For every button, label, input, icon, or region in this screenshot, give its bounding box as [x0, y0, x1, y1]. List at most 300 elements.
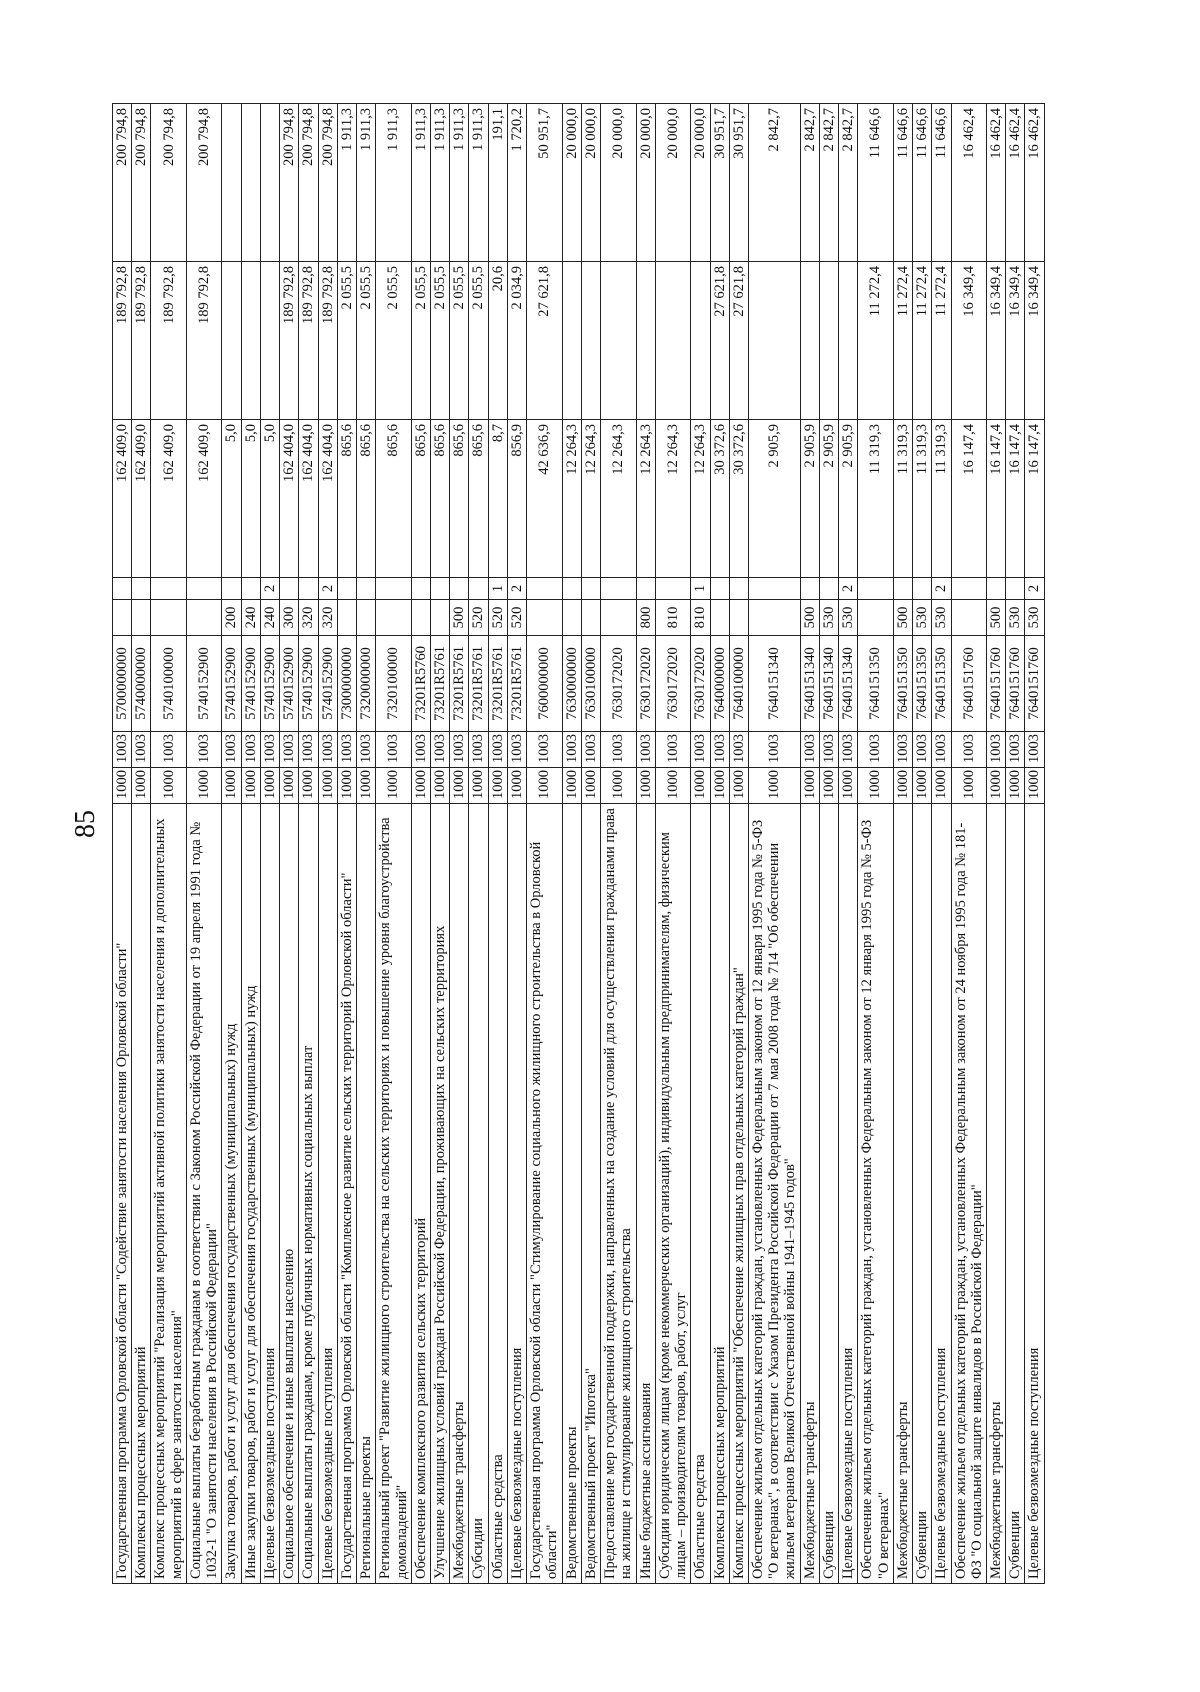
expense-type-cell	[748, 600, 800, 636]
section-code-cell: 1000	[710, 768, 729, 804]
source-code-cell	[222, 578, 241, 600]
subsection-code-cell: 1003	[748, 732, 800, 768]
target-article-cell: 7640151760	[1006, 636, 1025, 732]
expense-type-cell: 500	[987, 600, 1006, 636]
amount-year1-cell: 162 409,0	[113, 420, 132, 578]
table-row	[710, 104, 729, 1584]
table-row	[450, 104, 469, 1584]
target-article-cell: 5740000000	[132, 636, 151, 732]
target-article-cell: 73201R5760	[411, 636, 430, 732]
subsection-code-cell: 1003	[260, 732, 279, 768]
amount-year3-cell: 30 951,7	[729, 104, 748, 262]
expense-type-cell	[581, 600, 600, 636]
subsection-code-cell: 1003	[299, 732, 318, 768]
amount-year1-cell: 865,6	[376, 420, 411, 578]
row-name-cell: Субвенции	[819, 804, 838, 1584]
amount-year2-cell: 189 792,8	[186, 262, 221, 420]
target-article-cell: 7630172020	[601, 636, 636, 732]
section-code-cell: 1000	[1025, 768, 1044, 804]
section-code-cell: 1000	[186, 768, 221, 804]
amount-year3-cell: 200 794,8	[151, 104, 186, 262]
amount-year1-cell: 30 372,6	[729, 420, 748, 578]
row-name-cell: Областные средства	[691, 804, 710, 1584]
amount-year2-cell	[655, 262, 690, 420]
amount-year3-cell: 11 646,6	[858, 104, 893, 262]
source-code-cell	[299, 578, 318, 600]
table-row	[819, 104, 838, 1584]
table-row	[186, 104, 221, 1584]
row-name-cell: Государственная программа Орловской области "Содействие занятости населения Орловской области"	[113, 804, 132, 1584]
source-code-cell	[729, 578, 748, 600]
amount-year3-cell: 2 842,7	[819, 104, 838, 262]
table-row	[299, 104, 318, 1584]
target-article-cell: 7630100000	[581, 636, 600, 732]
section-code-cell: 1000	[636, 768, 655, 804]
section-code-cell: 1000	[507, 768, 526, 804]
amount-year3-cell: 1 911,3	[337, 104, 356, 262]
target-article-cell: 7630172020	[636, 636, 655, 732]
source-code-cell	[819, 578, 838, 600]
amount-year3-cell: 1 911,3	[357, 104, 376, 262]
expense-type-cell: 240	[260, 600, 279, 636]
table-row	[469, 104, 488, 1584]
amount-year3-cell: 16 462,4	[987, 104, 1006, 262]
amount-year1-cell: 16 147,4	[1006, 420, 1025, 578]
subsection-code-cell: 1003	[280, 732, 299, 768]
amount-year3-cell: 20 000,0	[655, 104, 690, 262]
section-code-cell: 1000	[113, 768, 132, 804]
subsection-code-cell: 1003	[241, 732, 260, 768]
amount-year3-cell: 200 794,8	[132, 104, 151, 262]
row-name-cell: Государственная программа Орловской области "Стимулирование социального жилищного строительства в Орловской области"	[527, 804, 562, 1584]
source-code-cell: 2	[1025, 578, 1044, 600]
subsection-code-cell: 1003	[800, 732, 819, 768]
subsection-code-cell: 1003	[729, 732, 748, 768]
source-code-cell	[337, 578, 356, 600]
amount-year2-cell: 189 792,8	[280, 262, 299, 420]
source-code-cell: 2	[318, 578, 337, 600]
table-row	[932, 104, 951, 1584]
section-code-cell: 1000	[132, 768, 151, 804]
expense-type-cell	[710, 600, 729, 636]
table-row	[260, 104, 279, 1584]
amount-year3-cell: 11 646,6	[932, 104, 951, 262]
source-code-cell	[748, 578, 800, 600]
amount-year1-cell: 162 409,0	[151, 420, 186, 578]
subsection-code-cell: 1003	[581, 732, 600, 768]
table-row	[691, 104, 710, 1584]
amount-year1-cell: 5,0	[222, 420, 241, 578]
amount-year2-cell: 27 621,8	[527, 262, 562, 420]
subsection-code-cell: 1003	[655, 732, 690, 768]
table-row	[222, 104, 241, 1584]
target-article-cell: 5740152900	[260, 636, 279, 732]
expense-type-cell	[186, 600, 221, 636]
amount-year3-cell: 20 000,0	[562, 104, 581, 262]
source-code-cell	[241, 578, 260, 600]
table-row	[562, 104, 581, 1584]
amount-year2-cell: 16 349,4	[951, 262, 986, 420]
expense-type-cell	[151, 600, 186, 636]
amount-year2-cell: 2 055,5	[430, 262, 449, 420]
expense-type-cell: 200	[222, 600, 241, 636]
expense-type-cell	[357, 600, 376, 636]
section-code-cell: 1000	[987, 768, 1006, 804]
target-article-cell: 7300000000	[337, 636, 356, 732]
target-article-cell: 73201R5761	[450, 636, 469, 732]
subsection-code-cell: 1003	[691, 732, 710, 768]
expense-type-cell: 520	[507, 600, 526, 636]
section-code-cell: 1000	[450, 768, 469, 804]
subsection-code-cell: 1003	[819, 732, 838, 768]
target-article-cell: 7600000000	[527, 636, 562, 732]
section-code-cell: 1000	[601, 768, 636, 804]
section-code-cell: 1000	[280, 768, 299, 804]
amount-year2-cell: 27 621,8	[710, 262, 729, 420]
row-name-cell: Обеспечение жильем отдельных категорий граждан, установленных Федеральным законом от 12 января 1995 года № 5-ФЗ "О ветеранах"	[858, 804, 893, 1584]
expense-type-cell: 320	[299, 600, 318, 636]
row-name-cell: Региональный проект "Развитие жилищного строительства на сельских территориях и повышение уровня благоустройства домовладений"	[376, 804, 411, 1584]
amount-year3-cell: 20 000,0	[601, 104, 636, 262]
amount-year1-cell: 12 264,3	[655, 420, 690, 578]
amount-year3-cell: 2 842,7	[748, 104, 800, 262]
subsection-code-cell: 1003	[318, 732, 337, 768]
table-row	[430, 104, 449, 1584]
expense-type-cell: 520	[488, 600, 507, 636]
subsection-code-cell: 1003	[913, 732, 932, 768]
row-name-cell: Закупка товаров, работ и услуг для обеспечения государственных (муниципальных) нужд	[222, 804, 241, 1584]
source-code-cell	[357, 578, 376, 600]
amount-year3-cell: 16 462,4	[1006, 104, 1025, 262]
subsection-code-cell: 1003	[430, 732, 449, 768]
amount-year1-cell: 865,6	[337, 420, 356, 578]
amount-year1-cell: 2 905,9	[800, 420, 819, 578]
amount-year2-cell: 16 349,4	[1006, 262, 1025, 420]
amount-year3-cell: 200 794,8	[113, 104, 132, 262]
expense-type-cell: 530	[1025, 600, 1044, 636]
table-row	[318, 104, 337, 1584]
amount-year1-cell: 5,0	[241, 420, 260, 578]
expense-type-cell: 810	[655, 600, 690, 636]
row-name-cell: Целевые безвозмездные поступления	[260, 804, 279, 1584]
target-article-cell: 5740152900	[280, 636, 299, 732]
expense-type-cell: 300	[280, 600, 299, 636]
source-code-cell: 1	[488, 578, 507, 600]
expense-type-cell	[601, 600, 636, 636]
amount-year1-cell: 12 264,3	[601, 420, 636, 578]
table-row	[357, 104, 376, 1584]
amount-year3-cell: 1 911,3	[376, 104, 411, 262]
expense-type-cell	[527, 600, 562, 636]
row-name-cell: Межбюджетные трансферты	[893, 804, 912, 1584]
expense-type-cell	[113, 600, 132, 636]
subsection-code-cell: 1003	[527, 732, 562, 768]
target-article-cell: 7630172020	[655, 636, 690, 732]
section-code-cell: 1000	[932, 768, 951, 804]
expense-type-cell: 530	[913, 600, 932, 636]
table-row	[411, 104, 430, 1584]
expense-type-cell: 500	[450, 600, 469, 636]
expense-type-cell: 500	[893, 600, 912, 636]
subsection-code-cell: 1003	[186, 732, 221, 768]
amount-year1-cell: 11 319,3	[858, 420, 893, 578]
subsection-code-cell: 1003	[450, 732, 469, 768]
amount-year1-cell: 162 404,0	[280, 420, 299, 578]
source-code-cell	[655, 578, 690, 600]
amount-year2-cell: 2 055,5	[450, 262, 469, 420]
source-code-cell	[151, 578, 186, 600]
subsection-code-cell: 1003	[357, 732, 376, 768]
amount-year2-cell: 2 034,9	[507, 262, 526, 420]
row-name-cell: Обеспечение жильем отдельных категорий граждан, установленных Федеральным законом от 12 января 1995 года № 5-ФЗ "О ветеранах", в соответствии с Указом Президента Российской Федерации от 7 мая 2008 года № 714 "Об обеспечении жильем ветеранов Великой Отечественной войны 1941–1945 годов"	[748, 804, 800, 1584]
row-name-cell: Целевые безвозмездные поступления	[1025, 804, 1044, 1584]
amount-year1-cell: 12 264,3	[636, 420, 655, 578]
target-article-cell: 7320000000	[357, 636, 376, 732]
row-name-cell: Субсидии юридическим лицам (кроме некоммерческих организаций), индивидуальным предпринимателям, физическим лицам – производителям товаров, работ, услуг	[655, 804, 690, 1584]
target-article-cell: 7640151760	[1025, 636, 1044, 732]
source-code-cell	[376, 578, 411, 600]
table-row	[241, 104, 260, 1584]
section-code-cell: 1000	[357, 768, 376, 804]
expense-type-cell	[951, 600, 986, 636]
expense-type-cell: 530	[819, 600, 838, 636]
section-code-cell: 1000	[748, 768, 800, 804]
row-name-cell: Субвенции	[913, 804, 932, 1584]
table-row	[1006, 104, 1025, 1584]
amount-year1-cell: 865,6	[411, 420, 430, 578]
source-code-cell: 2	[507, 578, 526, 600]
target-article-cell: 7640151760	[987, 636, 1006, 732]
amount-year1-cell: 11 319,3	[913, 420, 932, 578]
row-name-cell: Субвенции	[1006, 804, 1025, 1584]
source-code-cell	[1006, 578, 1025, 600]
rotated-table-wrapper	[112, 104, 1045, 1584]
table-row	[655, 104, 690, 1584]
table-row	[951, 104, 986, 1584]
section-code-cell: 1000	[581, 768, 600, 804]
source-code-cell	[469, 578, 488, 600]
expense-type-cell	[411, 600, 430, 636]
amount-year3-cell: 1 911,3	[469, 104, 488, 262]
amount-year2-cell	[241, 262, 260, 420]
amount-year1-cell: 11 319,3	[893, 420, 912, 578]
amount-year2-cell: 16 349,4	[1025, 262, 1044, 420]
source-code-cell	[987, 578, 1006, 600]
amount-year3-cell: 11 646,6	[893, 104, 912, 262]
table-row	[527, 104, 562, 1584]
target-article-cell: 5740100000	[151, 636, 186, 732]
amount-year1-cell: 162 409,0	[186, 420, 221, 578]
source-code-cell	[527, 578, 562, 600]
section-code-cell: 1000	[222, 768, 241, 804]
source-code-cell: 2	[932, 578, 951, 600]
target-article-cell: 7630172020	[691, 636, 710, 732]
target-article-cell: 7640151340	[839, 636, 858, 732]
source-code-cell	[710, 578, 729, 600]
amount-year2-cell: 189 792,8	[151, 262, 186, 420]
row-name-cell: Комплекс процессных мероприятий "Обеспечение жилищных прав отдельных категорий граждан"	[729, 804, 748, 1584]
subsection-code-cell: 1003	[469, 732, 488, 768]
amount-year3-cell	[260, 104, 279, 262]
target-article-cell: 7640100000	[729, 636, 748, 732]
amount-year2-cell	[800, 262, 819, 420]
amount-year3-cell: 1 911,3	[450, 104, 469, 262]
amount-year2-cell	[260, 262, 279, 420]
amount-year1-cell: 12 264,3	[562, 420, 581, 578]
section-code-cell: 1000	[1006, 768, 1025, 804]
expense-type-cell	[562, 600, 581, 636]
section-code-cell: 1000	[893, 768, 912, 804]
amount-year1-cell: 865,6	[357, 420, 376, 578]
target-article-cell: 7640151760	[951, 636, 986, 732]
section-code-cell: 1000	[839, 768, 858, 804]
amount-year1-cell: 11 319,3	[932, 420, 951, 578]
amount-year3-cell	[241, 104, 260, 262]
subsection-code-cell: 1003	[507, 732, 526, 768]
expense-type-cell	[132, 600, 151, 636]
source-code-cell	[951, 578, 986, 600]
amount-year1-cell: 865,6	[469, 420, 488, 578]
target-article-cell: 7320100000	[376, 636, 411, 732]
amount-year2-cell	[581, 262, 600, 420]
subsection-code-cell: 1003	[932, 732, 951, 768]
row-name-cell: Целевые безвозмездные поступления	[932, 804, 951, 1584]
amount-year3-cell: 16 462,4	[951, 104, 986, 262]
target-article-cell: 73201R5761	[507, 636, 526, 732]
subsection-code-cell: 1003	[893, 732, 912, 768]
amount-year2-cell: 11 272,4	[932, 262, 951, 420]
subsection-code-cell: 1003	[987, 732, 1006, 768]
expense-type-cell: 500	[800, 600, 819, 636]
source-code-cell	[913, 578, 932, 600]
expense-type-cell	[729, 600, 748, 636]
source-code-cell	[132, 578, 151, 600]
amount-year1-cell: 42 636,9	[527, 420, 562, 578]
amount-year2-cell	[691, 262, 710, 420]
row-name-cell: Социальные выплаты безработным гражданам в соответствии с Законом Российской Федерации от 19 апреля 1991 года № 1032-1 "О занятости населения в Российской Федерации"	[186, 804, 221, 1584]
table-row	[839, 104, 858, 1584]
target-article-cell: 73201R5761	[430, 636, 449, 732]
section-code-cell: 1000	[858, 768, 893, 804]
amount-year3-cell: 16 462,4	[1025, 104, 1044, 262]
amount-year1-cell: 30 372,6	[710, 420, 729, 578]
target-article-cell: 7640151340	[800, 636, 819, 732]
amount-year1-cell: 2 905,9	[748, 420, 800, 578]
amount-year2-cell: 16 349,4	[987, 262, 1006, 420]
target-article-cell: 7640151340	[748, 636, 800, 732]
amount-year1-cell: 8,7	[488, 420, 507, 578]
target-article-cell: 7640151350	[932, 636, 951, 732]
row-name-cell: Иные закупки товаров, работ и услуг для обеспечения государственных (муниципальных) нужд	[241, 804, 260, 1584]
source-code-cell	[893, 578, 912, 600]
section-code-cell: 1000	[376, 768, 411, 804]
amount-year2-cell: 11 272,4	[913, 262, 932, 420]
subsection-code-cell: 1003	[132, 732, 151, 768]
row-name-cell: Улучшение жилищных условий граждан Российской Федерации, проживающих на сельских территориях	[430, 804, 449, 1584]
target-article-cell: 7640151350	[913, 636, 932, 732]
row-name-cell: Областные средства	[488, 804, 507, 1584]
amount-year2-cell	[748, 262, 800, 420]
expense-type-cell: 520	[469, 600, 488, 636]
amount-year3-cell: 191,1	[488, 104, 507, 262]
amount-year1-cell: 12 264,3	[581, 420, 600, 578]
amount-year1-cell: 162 409,0	[132, 420, 151, 578]
subsection-code-cell: 1003	[488, 732, 507, 768]
amount-year2-cell	[819, 262, 838, 420]
amount-year3-cell: 50 951,7	[527, 104, 562, 262]
table-row	[113, 104, 132, 1584]
amount-year2-cell: 11 272,4	[858, 262, 893, 420]
amount-year3-cell: 30 951,7	[710, 104, 729, 262]
section-code-cell: 1000	[913, 768, 932, 804]
row-name-cell: Целевые безвозмездные поступления	[507, 804, 526, 1584]
table-row	[507, 104, 526, 1584]
table-row	[858, 104, 893, 1584]
amount-year3-cell: 11 646,6	[913, 104, 932, 262]
amount-year1-cell: 16 147,4	[1025, 420, 1044, 578]
source-code-cell	[858, 578, 893, 600]
section-code-cell: 1000	[337, 768, 356, 804]
budget-table	[112, 103, 1045, 1584]
section-code-cell: 1000	[562, 768, 581, 804]
amount-year3-cell: 1 911,3	[411, 104, 430, 262]
amount-year2-cell: 189 792,8	[113, 262, 132, 420]
target-article-cell: 73201R5761	[488, 636, 507, 732]
amount-year1-cell: 5,0	[260, 420, 279, 578]
table-row	[132, 104, 151, 1584]
amount-year3-cell: 2 842,7	[800, 104, 819, 262]
amount-year3-cell: 1 911,3	[430, 104, 449, 262]
row-name-cell: Субсидии	[469, 804, 488, 1584]
section-code-cell: 1000	[655, 768, 690, 804]
expense-type-cell: 800	[636, 600, 655, 636]
target-article-cell: 5740152900	[299, 636, 318, 732]
source-code-cell	[280, 578, 299, 600]
amount-year3-cell: 200 794,8	[186, 104, 221, 262]
table-row	[601, 104, 636, 1584]
source-code-cell	[562, 578, 581, 600]
amount-year1-cell: 865,6	[430, 420, 449, 578]
target-article-cell: 7630000000	[562, 636, 581, 732]
row-name-cell: Социальные выплаты гражданам, кроме публичных нормативных социальных выплат	[299, 804, 318, 1584]
target-article-cell: 7640000000	[710, 636, 729, 732]
source-code-cell	[601, 578, 636, 600]
amount-year3-cell: 200 794,8	[318, 104, 337, 262]
amount-year2-cell: 2 055,5	[411, 262, 430, 420]
row-name-cell: Ведомственные проекты	[562, 804, 581, 1584]
amount-year2-cell	[839, 262, 858, 420]
section-code-cell: 1000	[691, 768, 710, 804]
subsection-code-cell: 1003	[1006, 732, 1025, 768]
amount-year2-cell: 2 055,5	[357, 262, 376, 420]
subsection-code-cell: 1003	[839, 732, 858, 768]
table-row	[337, 104, 356, 1584]
row-name-cell: Государственная программа Орловской области "Комплексное развитие сельских территорий Орловской области"	[337, 804, 356, 1584]
amount-year2-cell	[222, 262, 241, 420]
amount-year1-cell: 865,6	[450, 420, 469, 578]
subsection-code-cell: 1003	[951, 732, 986, 768]
amount-year2-cell: 189 792,8	[318, 262, 337, 420]
amount-year1-cell: 162 404,0	[318, 420, 337, 578]
amount-year2-cell: 2 055,5	[337, 262, 356, 420]
section-code-cell: 1000	[469, 768, 488, 804]
expense-type-cell: 530	[839, 600, 858, 636]
amount-year3-cell: 200 794,8	[280, 104, 299, 262]
expense-type-cell: 530	[932, 600, 951, 636]
row-name-cell: Межбюджетные трансферты	[800, 804, 819, 1584]
source-code-cell	[113, 578, 132, 600]
target-article-cell: 5740152900	[241, 636, 260, 732]
